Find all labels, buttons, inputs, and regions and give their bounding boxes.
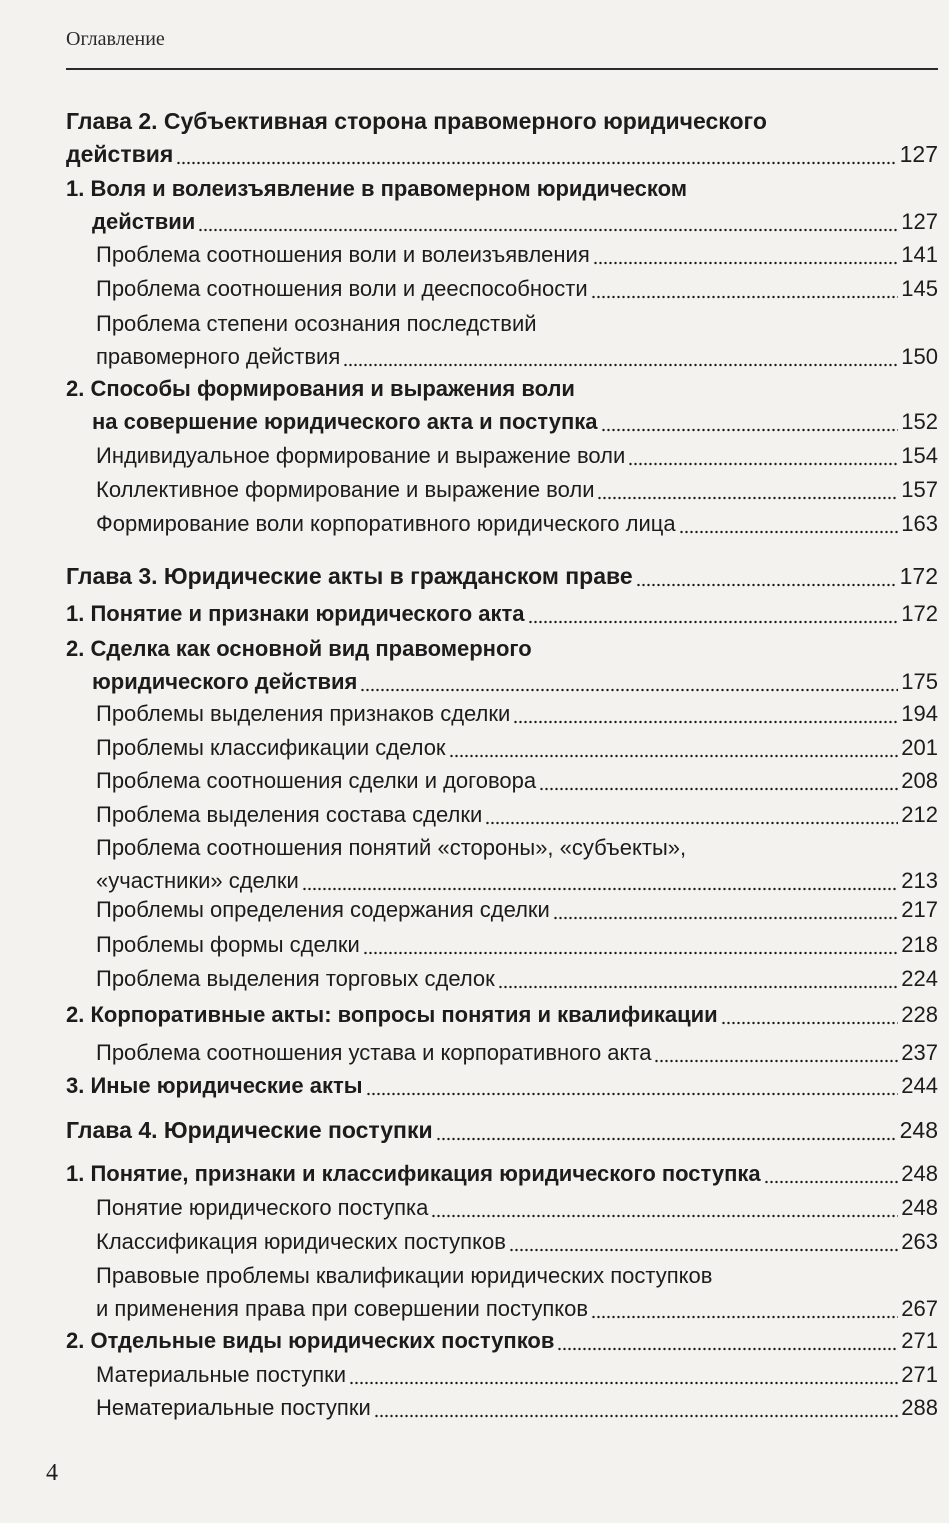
toc-entry: [96, 697, 938, 730]
toc-entry: [96, 831, 938, 897]
toc-entry-row: [66, 1114, 938, 1147]
toc-page-number: 208: [901, 768, 938, 793]
toc-entry-title: Проблема соотношения воли и дееспособности: [96, 276, 588, 301]
toc-entry-title: 1. Понятие, признаки и классификация юридического поступка: [66, 1161, 761, 1186]
toc-page-number: 217: [901, 897, 938, 922]
dot-leader: [721, 1020, 899, 1028]
toc-entry-title: Глава 4. Юридические поступки: [66, 1117, 433, 1143]
toc-entry-title: 2. Отдельные виды юридических поступков: [66, 1328, 555, 1353]
toc-page-number: 194: [901, 701, 938, 726]
dot-leader: [366, 1091, 899, 1099]
toc-entry-title-line: Проблема степени осознания последствий: [96, 311, 537, 336]
dot-leader: [513, 719, 898, 727]
toc-entry-row: [66, 1157, 938, 1190]
toc-entry-title: Формирование воли корпоративного юридического лица: [96, 511, 676, 536]
toc-page-number: 172: [899, 563, 938, 589]
toc-entry-row: [96, 340, 938, 373]
toc-page-number: 172: [901, 601, 938, 626]
toc-entry-row: [66, 1069, 938, 1102]
toc-entry-title: на совершение юридического акта и поступка: [92, 409, 598, 434]
toc-entry-title-line: 1. Воля и волеизъявление в правомерном юридическом: [66, 176, 688, 201]
toc-entry: [66, 172, 938, 238]
dot-leader: [553, 915, 898, 923]
toc-entry-title: Глава 3. Юридические акты в гражданском праве: [66, 563, 633, 589]
toc-entry-title: Проблема выделения торговых сделок: [96, 966, 495, 991]
toc-entry-title: Классификация юридических поступков: [96, 1229, 506, 1254]
toc-page-number: 212: [901, 802, 938, 827]
toc-entry: [96, 928, 938, 961]
toc-entry-title: Проблемы классификации сделок: [96, 735, 446, 760]
toc-entry-title: Коллективное формирование и выражение воли: [96, 477, 595, 502]
toc-page-number: 141: [901, 242, 938, 267]
dot-leader: [349, 1380, 898, 1388]
toc-entry: [66, 1114, 938, 1147]
toc-entry: [96, 307, 938, 373]
dot-leader: [360, 687, 898, 695]
toc-page-number: 157: [901, 477, 938, 502]
dot-leader: [449, 753, 899, 761]
toc-page-number: 145: [901, 276, 938, 301]
toc-entry-row: [96, 962, 938, 995]
page-number: 4: [46, 1460, 58, 1486]
dot-leader: [539, 786, 898, 794]
toc-entry-row: [96, 1036, 938, 1069]
toc-page-number: 224: [901, 966, 938, 991]
toc-entry-row: [66, 205, 938, 238]
toc-entry-title: Материальные поступки: [96, 1362, 347, 1387]
toc-page-number: 248: [901, 1195, 938, 1220]
toc-entry-title-line: 2. Способы формирования и выражения воли: [66, 376, 575, 401]
toc-entry: [96, 1036, 938, 1069]
toc-entry: [66, 1324, 938, 1357]
toc-entry-title-line: Правовые проблемы квалификации юридических поступков: [96, 1263, 713, 1288]
dot-leader: [679, 529, 899, 537]
toc-entry: [96, 764, 938, 797]
toc-entry-row: [96, 507, 938, 540]
toc-page-number: 154: [901, 443, 938, 468]
toc-entry: [66, 998, 938, 1031]
toc-page-number: 175: [901, 669, 938, 694]
toc-entry-row: [96, 238, 938, 271]
toc-page-number: 201: [901, 735, 938, 760]
toc-entry-row: [96, 1391, 938, 1424]
dot-leader: [557, 1346, 898, 1354]
toc-entry-title: Индивидуальное формирование и выражение воли: [96, 443, 626, 468]
dot-leader: [636, 582, 897, 590]
dot-leader: [485, 820, 898, 828]
toc-entry-row: [96, 731, 938, 764]
toc-entry-row: [66, 405, 938, 438]
toc-page-number: 213: [901, 868, 938, 893]
dot-leader: [374, 1413, 899, 1421]
toc-entry-row: [96, 272, 938, 305]
toc-entry-row: [96, 1191, 938, 1224]
dot-leader: [198, 227, 898, 235]
toc-entry: [66, 105, 938, 171]
toc-entry-title: действии: [92, 209, 196, 234]
toc-entry: [66, 1157, 938, 1190]
dot-leader: [601, 427, 899, 435]
toc-entry: [96, 1358, 938, 1391]
dot-leader: [591, 294, 899, 302]
toc-entry-title: правомерного действия: [96, 344, 341, 369]
dot-leader: [176, 160, 896, 168]
toc-page-number: 152: [901, 409, 938, 434]
toc-entry-title-line: Проблема соотношения понятий «стороны», «субъекты»,: [96, 835, 687, 860]
toc-entry: [96, 798, 938, 831]
toc-entry-row: [66, 560, 938, 593]
toc-entry-row: [96, 928, 938, 961]
toc-entry: [66, 632, 938, 698]
toc-entry-row: [66, 138, 938, 171]
toc-entry-row: [96, 439, 938, 472]
toc-entry-title: «участники» сделки: [96, 868, 299, 893]
toc-entry: [96, 238, 938, 271]
toc-entry-row: [96, 798, 938, 831]
toc-entry: [96, 1191, 938, 1224]
toc-entry-title: юридического действия: [92, 669, 358, 694]
header-rule: [66, 68, 938, 70]
dot-leader: [597, 495, 898, 503]
toc-entry-title: Проблемы определения содержания сделки: [96, 897, 550, 922]
toc-entry-title: Проблема соотношения сделки и договора: [96, 768, 537, 793]
toc-entry-title: 1. Понятие и признаки юридического акта: [66, 601, 525, 626]
toc-entry: [66, 560, 938, 593]
toc-entry-title: 2. Корпоративные акты: вопросы понятия и квалификации: [66, 1002, 718, 1027]
dot-leader: [593, 260, 899, 268]
toc-entry: [96, 893, 938, 926]
toc-entry-title: Проблема соотношения воли и волеизъявления: [96, 242, 590, 267]
toc-entry-title: Понятие юридического поступка: [96, 1195, 429, 1220]
dot-leader: [764, 1179, 899, 1187]
toc-page-number: 244: [901, 1073, 938, 1098]
toc-entry-title: 3. Иные юридические акты: [66, 1073, 363, 1098]
toc-entry: [66, 1069, 938, 1102]
toc-entry-title: Проблема выделения состава сделки: [96, 802, 483, 827]
toc-entry-row: [96, 697, 938, 730]
toc-page-number: 127: [899, 141, 938, 167]
toc-page-number: 271: [901, 1328, 938, 1353]
toc-page-number: 248: [899, 1117, 938, 1143]
toc-entry-row: [66, 665, 938, 698]
dot-leader: [528, 619, 899, 627]
toc-entry: [96, 439, 938, 472]
toc-page-number: 237: [901, 1040, 938, 1065]
toc-entry: [96, 473, 938, 506]
toc-entry: [96, 1391, 938, 1424]
toc-page-number: 263: [901, 1229, 938, 1254]
toc-page-number: 288: [901, 1395, 938, 1420]
toc-entry-title: Проблемы выделения признаков сделки: [96, 701, 511, 726]
toc-entry-row: [96, 1358, 938, 1391]
toc-entry-row: [96, 473, 938, 506]
dot-leader: [654, 1058, 898, 1066]
toc-page-number: 271: [901, 1362, 938, 1387]
toc-page-number: 127: [901, 209, 938, 234]
dot-leader: [363, 950, 899, 958]
toc-entry-title: Проблемы формы сделки: [96, 932, 360, 957]
toc-entry-row: [96, 1225, 938, 1258]
toc-entry: [96, 1225, 938, 1258]
toc-entry-row: [96, 764, 938, 797]
toc-entry-row: [96, 1292, 938, 1325]
dot-leader: [509, 1247, 898, 1255]
toc-page-number: 163: [901, 511, 938, 536]
toc-entry-title: действия: [66, 141, 174, 167]
toc-entry-row: [66, 998, 938, 1031]
toc-entry-title-line: Глава 2. Субъективная сторона правомерного юридического: [66, 108, 767, 134]
toc-page-number: 248: [901, 1161, 938, 1186]
dot-leader: [498, 984, 898, 992]
toc-entry: [66, 597, 938, 630]
toc-entry: [66, 372, 938, 438]
toc-entry-row: [66, 1324, 938, 1357]
toc-page-number: 150: [901, 344, 938, 369]
toc-page-number: 267: [901, 1296, 938, 1321]
toc-entry-row: [66, 597, 938, 630]
toc-entry-title: Нематериальные поступки: [96, 1395, 371, 1420]
toc-entry-row: [96, 893, 938, 926]
toc-entry: [96, 507, 938, 540]
toc-entry: [96, 272, 938, 305]
toc-entry-title-line: 2. Сделка как основной вид правомерного: [66, 636, 532, 661]
toc-entry: [96, 731, 938, 764]
toc-entry: [96, 962, 938, 995]
dot-leader: [431, 1213, 898, 1221]
dot-leader: [591, 1314, 898, 1322]
toc-entry: [96, 1259, 938, 1325]
toc-entry-title: Проблема соотношения устава и корпоративного акта: [96, 1040, 652, 1065]
dot-leader: [628, 461, 898, 469]
running-header: Оглавление: [66, 28, 165, 50]
toc-entry-title: и применения права при совершении поступков: [96, 1296, 589, 1321]
dot-leader: [343, 362, 898, 370]
toc-page-number: 218: [901, 932, 938, 957]
dot-leader: [436, 1136, 897, 1144]
toc-page-number: 228: [901, 1002, 938, 1027]
